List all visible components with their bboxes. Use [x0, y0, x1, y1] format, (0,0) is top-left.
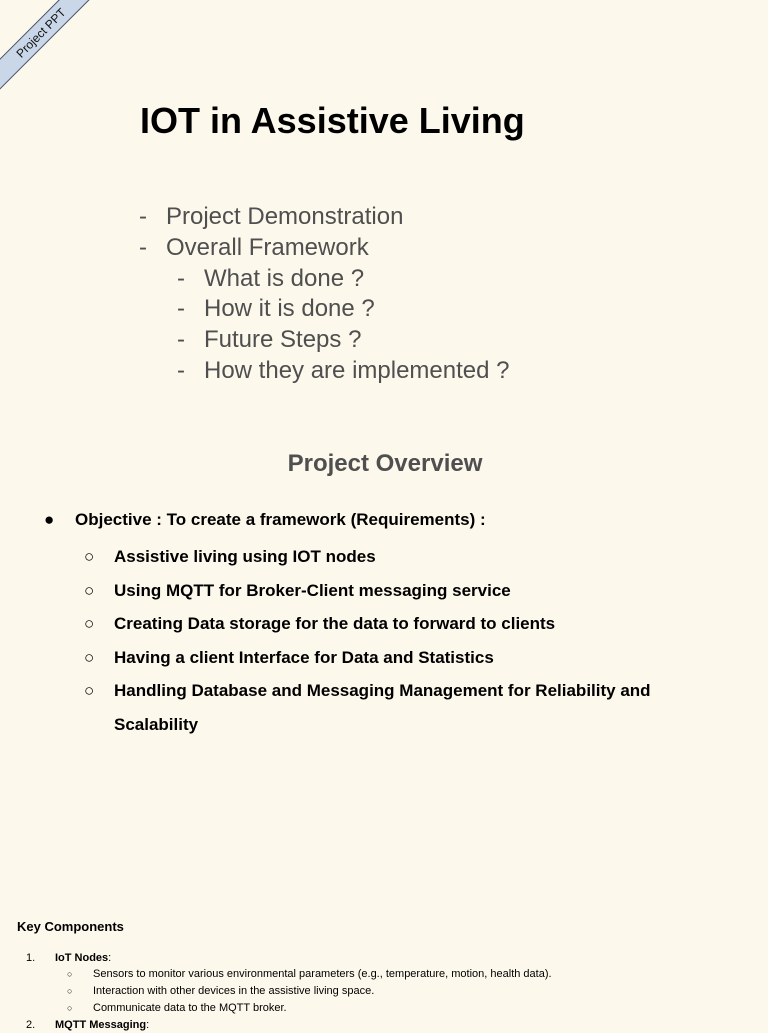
circle-bullet-icon: ○: [84, 681, 95, 701]
corner-ribbon: [0, 0, 102, 94]
sub-item: ○ Sensors to monitor various environmental parameters (e.g., temperature, motion, health data).: [67, 966, 726, 983]
requirement-item: ○ Creating Data storage for the data to forward to clients: [84, 607, 734, 641]
key-components-heading: Key Components: [17, 919, 124, 934]
circle-bullet-icon: ○: [84, 647, 95, 667]
page-title: IOT in Assistive Living: [140, 100, 525, 141]
requirement-item: ○ Handling Database and Messaging Management for Reliability and Scalability: [84, 674, 734, 741]
circle-bullet-icon: ○: [84, 580, 95, 600]
requirement-item: ○ Using MQTT for Broker-Client messaging service: [84, 574, 734, 608]
key-component-item: 2. MQTT Messaging:: [26, 1019, 150, 1031]
outline-item: - Overall Framework: [139, 233, 369, 261]
outline-subitem: - What is done ?: [177, 264, 365, 292]
key-components-list: [26, 950, 726, 1033]
outline-item: - Project Demonstration: [139, 203, 404, 230]
objective-text: Objective : To create a framework (Requirements) :: [75, 510, 486, 529]
circle-bullet-icon: ○: [67, 969, 73, 979]
section-heading-project-overview: Project Overview: [287, 450, 483, 477]
key-component-item: 1. IoT Nodes: ○ Sensors to monitor various environmental parameters (e.g., temperature, motion, health data). ○ Interaction with other devices in the assistive living space. ○ Communicate data to the MQTT broker.: [26, 950, 726, 1017]
item-heading: MQTT Messaging: [55, 1019, 147, 1031]
outline-list: [139, 202, 509, 387]
outline-subitem: - How it is done ?: [177, 295, 375, 323]
item-heading: IoT Nodes: [55, 952, 109, 964]
circle-bullet-icon: ○: [84, 547, 95, 566]
requirement-item: ○ Having a client Interface for Data and Statistics: [84, 641, 734, 675]
sub-item: ○ Communicate data to the MQTT broker.: [67, 1000, 726, 1017]
objective-bullet: [44, 510, 486, 530]
circle-bullet-icon: ○: [67, 986, 73, 996]
ribbon-label: Project PPT: [13, 5, 69, 61]
item-number: 1.: [26, 952, 36, 964]
circle-bullet-icon: ○: [67, 1003, 73, 1013]
key-component-sublist: [26, 966, 726, 1017]
circle-bullet-icon: ○: [84, 614, 95, 634]
outline-subitem: - Future Steps ?: [177, 326, 362, 354]
sub-item: ○ Interaction with other devices in the assistive living space.: [67, 983, 726, 1000]
bullet-icon: ●: [44, 510, 55, 529]
item-number: 2.: [26, 1019, 36, 1031]
requirement-item: ○ Assistive living using IOT nodes: [84, 540, 734, 574]
outline-subitem: - How they are implemented ?: [177, 356, 510, 384]
requirements-list: [84, 540, 734, 742]
